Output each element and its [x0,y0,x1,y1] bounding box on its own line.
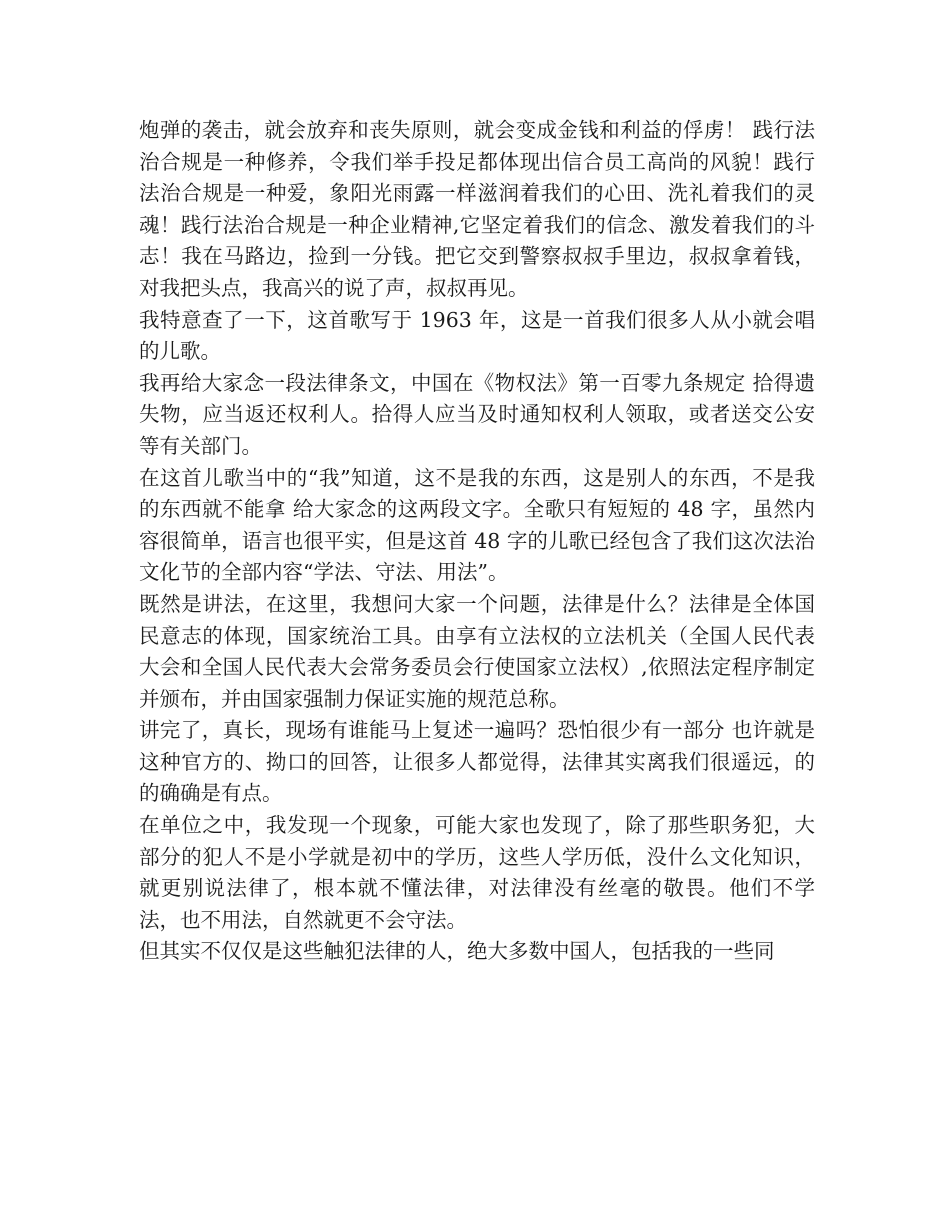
paragraph: 讲完了，真长，现场有谁能马上复述一遍吗？恐怕很少有一部分 也许就是这种官方的、拗口的回答，让很多人都觉得，法律其实离我们很遥远，的的确确是有点。 [139,718,815,806]
paragraph: 我特意查了一下，这首歌写于 1963 年，这是一首我们很多人从小就会唱的儿歌。 [139,307,815,364]
paragraph: 但其实不仅仅是这些触犯法律的人，绝大多数中国人，包括我的一些同 [139,939,775,964]
paragraph: 在这首儿歌当中的“我”知道，这不是我的东西，这是别人的东西，不是我的东西就不能拿 给大家念的这两段文字。全歌只有短短的 48 字，虽然内容很简单，语言也很平实，但是这首 48 字的儿歌已经包含了我们这次法治文化节的全部内容“学法、守法、用法”。 [139,465,815,585]
paragraph: 我再给大家念一段法律条文，中国在《物权法》第一百零九条规定 拾得遗失物，应当返还权利人。拾得人应当及时通知权利人领取，或者送交公安等有关部门。 [139,370,815,458]
paragraph: 既然是讲法，在这里，我想问大家一个问题，法律是什么？法律是全体国民意志的体现，国家统治工具。由享有立法权的立法机关（全国人民代表大会和全国人民代表大会常务委员会行使国家立法权）,依照法定程序制定并颁布，并由国家强制力保证实施的规范总称。 [139,591,815,711]
document-body [139,115,815,968]
paragraph: 在单位之中，我发现一个现象，可能大家也发现了，除了那些职务犯，大部分的犯人不是小学就是初中的学历，这些人学历低，没什么文化知识，就更别说法律了，根本就不懂法律，对法律没有丝毫的敬畏。他们不学法，也不用法，自然就更不会守法。 [139,813,815,932]
paragraph: 炮弹的袭击，就会放弃和丧失原则，就会变成金钱和利益的俘虏！ 践行法治合规是一种修养，令我们举手投足都体现出信合员工高尚的风貌！践行法治合规是一种爱，象阳光雨露一样滋润着我们的心田、洗礼着我们的灵魂！践行法治合规是一种企业精神,它坚定着我们的信念、激发着我们的斗志！我在马路边，捡到一分钱。把它交到警察叔叔手里边，叔叔拿着钱，对我把头点，我高兴的说了声，叔叔再见。 [139,118,815,300]
